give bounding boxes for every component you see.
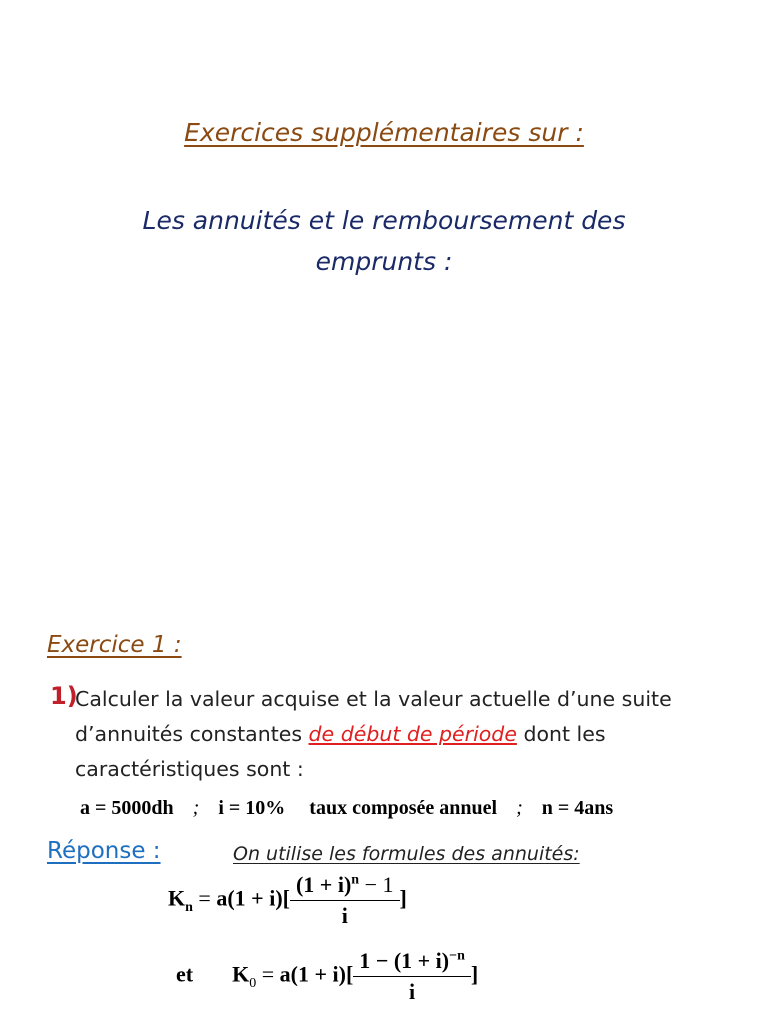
param-i: i = 10% [218, 797, 286, 819]
exercise-heading: Exercice 1 : [47, 632, 182, 658]
parameters-line [80, 797, 613, 820]
k0-sub: 0 [249, 975, 257, 991]
question-text-start: Calculer la valeur acquise et la valeur actuelle d’une suite d’annuités constantes [75, 687, 672, 746]
k0-fraction [353, 948, 471, 1005]
formula-k0 [176, 948, 478, 1005]
k0-lhs: K [232, 961, 250, 987]
page-subtitle: Les annuités et le remboursement des emprunts : [142, 206, 626, 276]
kn-a-part: a(1 + i)[ [216, 885, 290, 911]
kn-lhs: K [168, 885, 186, 911]
kn-eq: = [198, 885, 211, 911]
kn-num-base: (1 + i) [295, 872, 352, 897]
k0-numerator [353, 948, 471, 977]
kn-sub: n [185, 899, 193, 915]
param-a: a = 5000dh [80, 797, 174, 819]
k0-denominator: i [409, 979, 416, 1004]
page-title: Exercices supplémentaires sur : [184, 118, 584, 147]
formula-kn [168, 872, 407, 929]
k0-a-part: a(1 + i)[ [279, 961, 354, 987]
k0-close: ] [470, 961, 479, 987]
param-taux: taux composée annuel [309, 797, 498, 819]
param-sep-1: ; [192, 797, 200, 819]
kn-close: ] [399, 885, 407, 911]
question-number: 1) [50, 682, 78, 710]
kn-num-tail: − 1 [364, 872, 394, 897]
k0-num-exp: −n [449, 948, 465, 964]
question-text-end: dont les caractéristiques sont : [75, 722, 606, 781]
k0-eq: = [261, 961, 275, 987]
param-sep-2: ; [516, 797, 523, 819]
response-text: On utilise les formules des annuités: [233, 843, 580, 865]
kn-num-exp: n [351, 872, 360, 888]
response-label: Réponse : [47, 838, 161, 864]
kn-fraction [290, 872, 400, 929]
kn-denominator: i [341, 903, 348, 928]
kn-numerator [290, 872, 400, 901]
k0-num-base: 1 − (1 + i) [359, 948, 450, 973]
question-highlight: de début de période [308, 722, 517, 746]
et-word: et [176, 961, 194, 987]
param-n: n = 4ans [541, 797, 614, 819]
question-text [75, 682, 745, 787]
